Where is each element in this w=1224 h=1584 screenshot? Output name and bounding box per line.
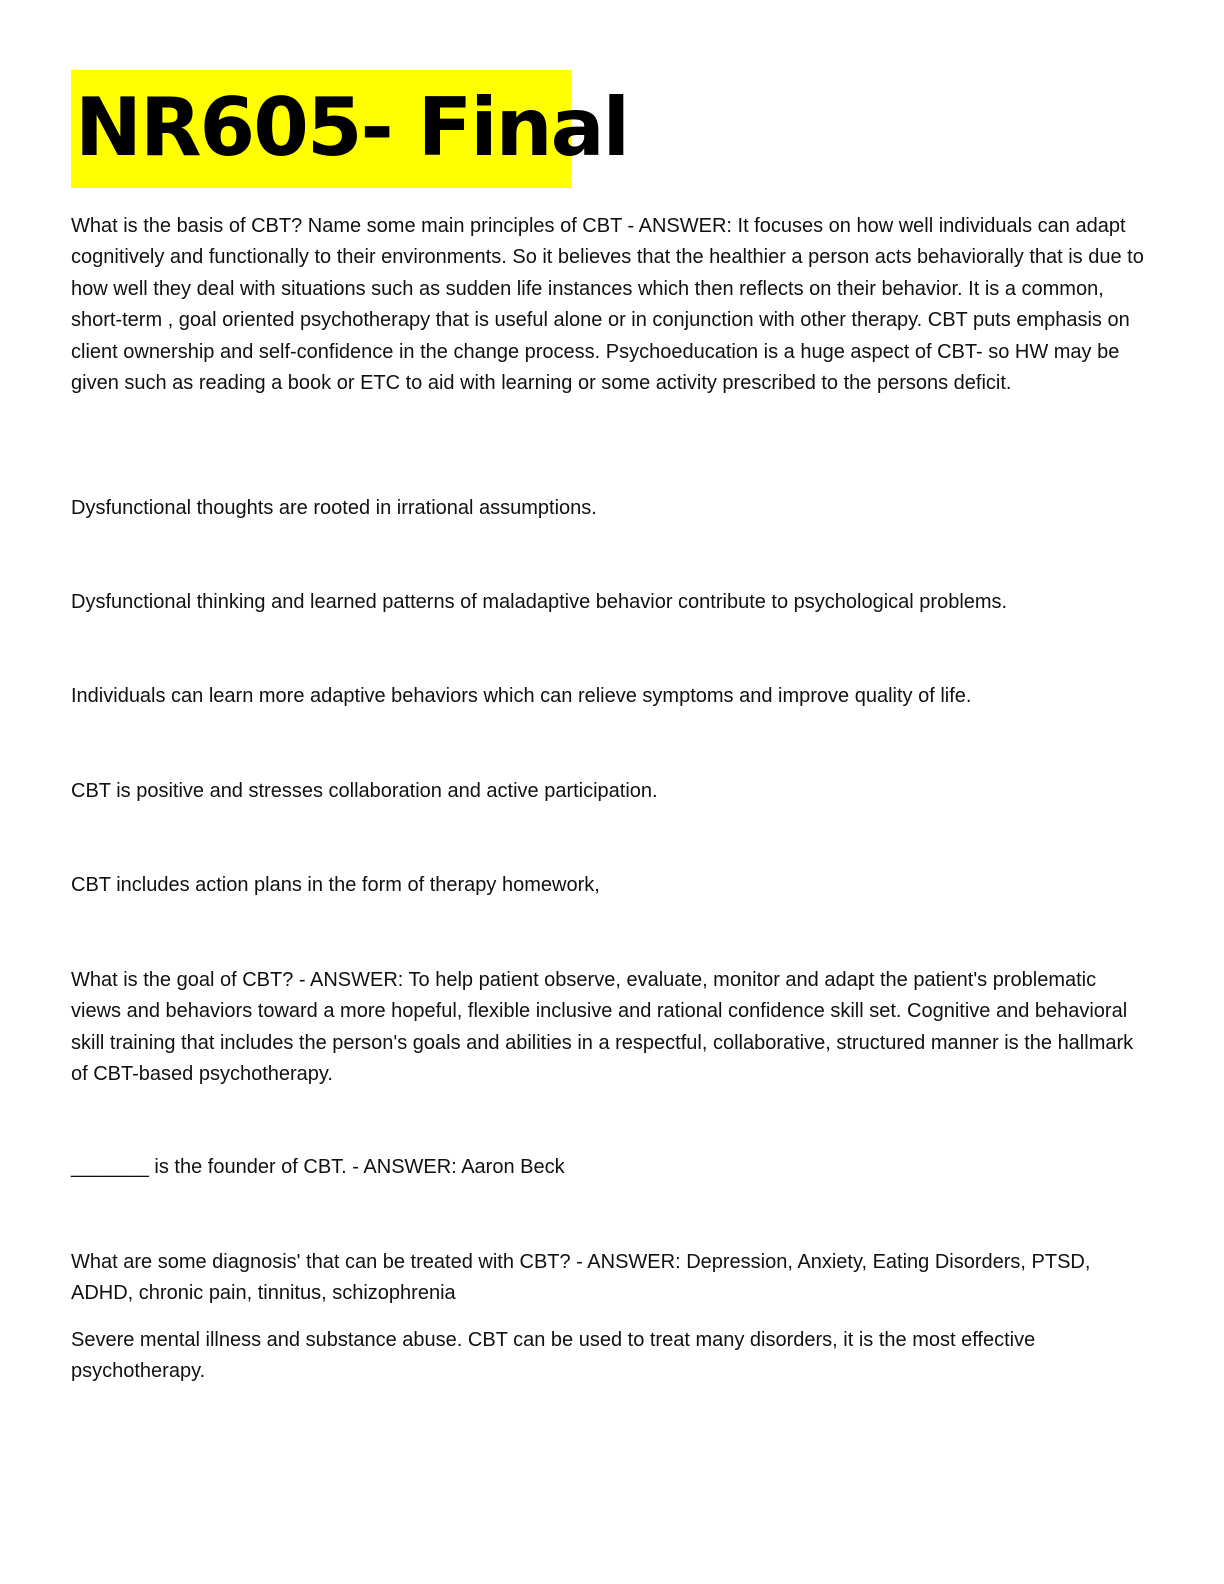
paragraph-dysfunctional-thinking: Dysfunctional thinking and learned patterns of maladaptive behavior contribute to psychological problems. <box>71 591 1008 613</box>
paragraph-cbt-founder: _______ is the founder of CBT. - ANSWER: Aaron Beck <box>71 1156 565 1178</box>
paragraph-cbt-diagnoses: What are some diagnosis' that can be treated with CBT? - ANSWER: Depression, Anxiety, Eating Disorders, PTSD, ADHD, chronic pain, tinnitus, schizophrenia <box>71 1251 1091 1305</box>
paragraph-cbt-positive: CBT is positive and stresses collaboration and active participation. <box>71 780 658 802</box>
paragraph-cbt-basis: What is the basis of CBT? Name some main principles of CBT - ANSWER: It focuses on how well individuals can adapt cognitively and functionally to their environments. So it believes that the healthier a person acts behaviorally that is due to how well they deal with situations such as sudden life instances which then reflects on their behavior. It is a common, short-term , goal oriented psychotherapy that is useful alone or in conjunction with other therapy. CBT puts emphasis on client ownership and self-confidence in the change process. Psychoeducation is a huge aspect of CBT- so HW may be given such as reading a book or ETC to aid with learning or some activity prescribed to the persons deficit. <box>71 215 1144 395</box>
paragraph-dysfunctional-thoughts: Dysfunctional thoughts are rooted in irrational assumptions. <box>71 497 597 519</box>
title-highlight <box>71 70 629 188</box>
document-title: NR605- Final <box>75 81 629 174</box>
paragraph-cbt-action-plans: CBT includes action plans in the form of therapy homework, <box>71 874 600 896</box>
paragraph-severe-illness: Severe mental illness and substance abuse. CBT can be used to treat many disorders, it is the most effective psychotherapy. <box>71 1329 1036 1383</box>
paragraph-cbt-goal: What is the goal of CBT? - ANSWER: To help patient observe, evaluate, monitor and adapt the patient's problematic views and behaviors toward a more hopeful, flexible inclusive and rational confidence skill set. Cognitive and behavioral skill training that includes the person's goals and abilities in a respectful, collaborative, structured manner is the hallmark of CBT-based psychotherapy. <box>71 969 1134 1086</box>
paragraph-adaptive-behaviors: Individuals can learn more adaptive behaviors which can relieve symptoms and improve quality of life. <box>71 685 972 707</box>
